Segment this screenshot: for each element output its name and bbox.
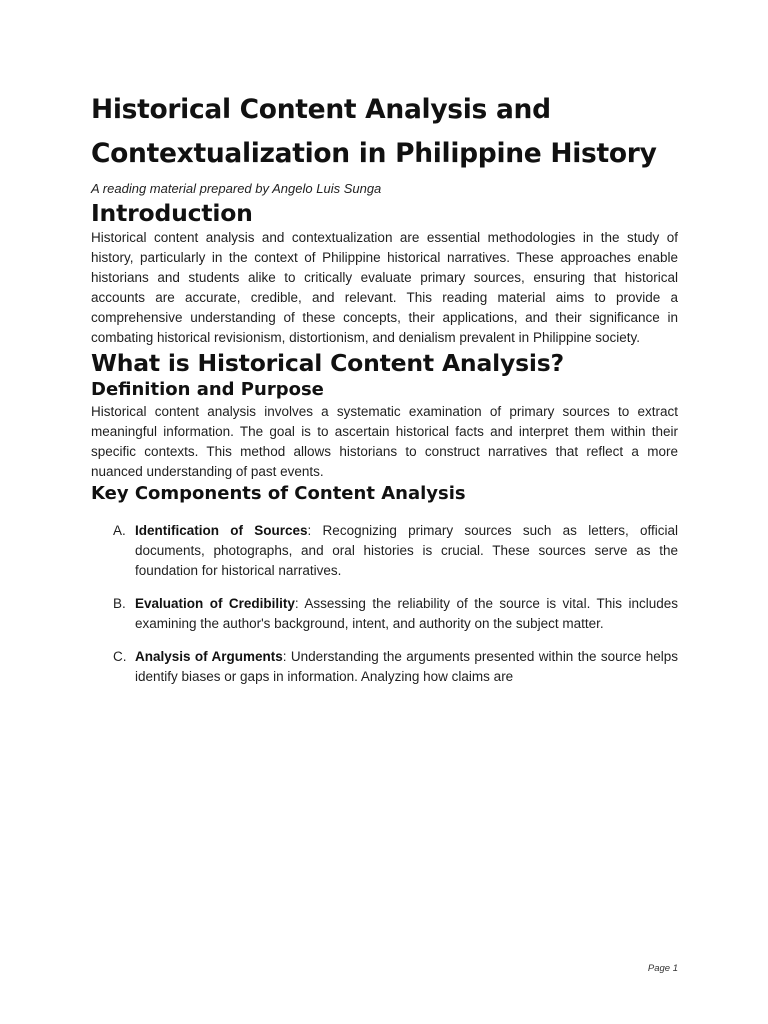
document-subtitle: A reading material prepared by Angelo Luis Sunga xyxy=(91,181,382,196)
definition-heading: Definition and Purpose xyxy=(91,379,324,400)
list-item xyxy=(91,521,678,581)
list-marker: B. xyxy=(113,596,126,611)
document-page xyxy=(91,88,678,700)
key-components-list xyxy=(91,521,678,687)
list-item-text: : Assessing the reliability of the source is vital. This includes examining the author's background, intent, and authority on the subject matter. xyxy=(135,596,678,631)
introduction-paragraph: Historical content analysis and contextualization are essential methodologies in the study of history, particularly in the context of Philippine historical narratives. These approaches enable historians and students alike to critically evaluate primary sources, ensuring that historical accounts are accurate, credible, and relevant. This reading material aims to provide a comprehensive understanding of these concepts, their applications, and their significance in combating historical revisionism, distortionism, and denialism prevalent in Philippine society. xyxy=(91,230,678,345)
key-components-heading: Key Components of Content Analysis xyxy=(91,483,466,504)
list-item-term: Identification of Sources xyxy=(135,523,308,538)
list-item-term: Evaluation of Credibility xyxy=(135,596,295,611)
list-item-text: : Understanding the arguments presented within the source helps identify biases or gaps in information. Analyzing how claims are xyxy=(135,649,679,684)
introduction-heading: Introduction xyxy=(91,199,253,227)
document-title: Historical Content Analysis and Contextualization in Philippine History xyxy=(91,94,657,169)
list-marker: C. xyxy=(113,649,127,664)
page-number: Page 1 xyxy=(647,963,678,974)
definition-paragraph: Historical content analysis involves a systematic examination of primary sources to extract meaningful information. The goal is to ascertain historical facts and interpret them within their specific contexts. This method allows historians to construct narratives that reflect a more nuanced understanding of past events. xyxy=(91,404,678,479)
list-item-term: Analysis of Arguments xyxy=(135,649,283,664)
list-item xyxy=(91,594,678,634)
list-item xyxy=(91,647,678,687)
what-is-heading: What is Historical Content Analysis? xyxy=(91,349,564,377)
list-marker: A. xyxy=(113,523,126,538)
list-item-text: : Recognizing primary sources such as letters, official documents, photographs, and oral histories is crucial. These sources serve as the foundation for historical narratives. xyxy=(135,523,678,578)
